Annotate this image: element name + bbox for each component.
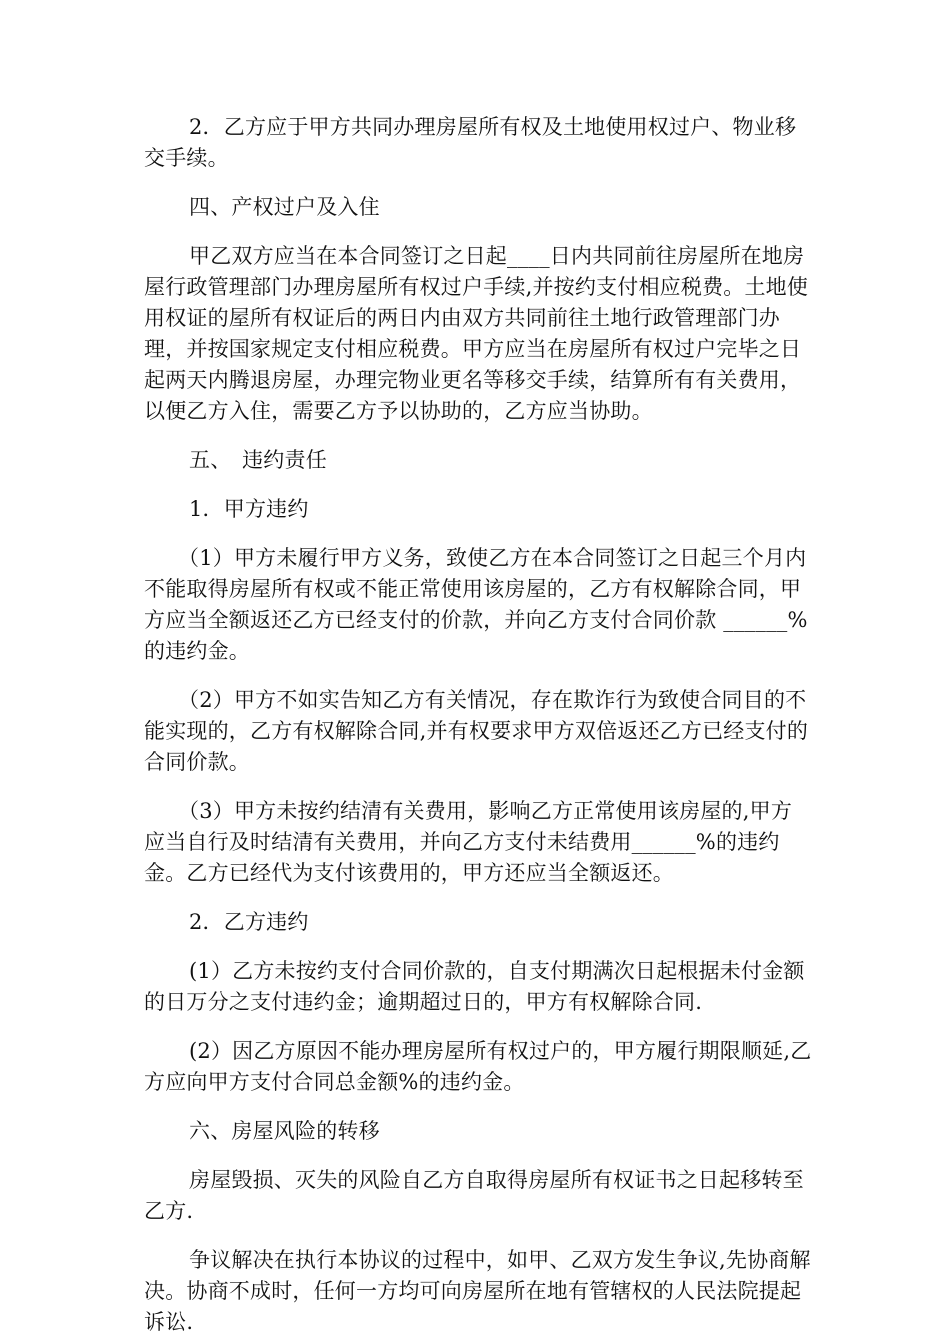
clause-2-transfer-procedures: 2．乙方应于甲方共同办理房屋所有权及土地使用权过户、物业移交手续。 [144,115,797,170]
contract-body [144,112,812,1338]
party-b-breach-item-2: (2）因乙方原因不能办理房屋所有权过户的，甲方履行期限顺延,乙方应向甲方支付合同总金额%的违约金。 [144,1039,812,1094]
party-a-breach-heading: 1．甲方违约 [189,497,309,521]
section-6-body: 房屋毁损、灭失的风险自乙方自取得房屋所有权证书之日起移转至乙方. [144,1168,804,1223]
dispute-resolution-body: 争议解决在执行本协议的过程中，如甲、乙双方发生争议,先协商解决。协商不成时，任何一方均可向房屋所在地有管辖权的人民法院提起诉讼. [144,1248,811,1334]
party-a-breach-item-1: （1）甲方未履行甲方义务，致使乙方在本合同签订之日起三个月内不能取得房屋所有权或不能正常使用该房屋的，乙方有权解除合同，甲方应当全额返还乙方已经支付的价款，并向乙方支付合同价款 ______%的违约金。 [144,546,808,663]
party-a-breach-item-3: （3）甲方未按约结清有关费用，影响乙方正常使用该房屋的,甲方应当自行及时结清有关费用，并向乙方支付未结费用______%的违约金。乙方已经代为支付该费用的，甲方还应当全额返还。 [144,799,793,885]
party-b-breach-item-1: (1）乙方未按约支付合同价款的，自支付期满次日起根据未付金额的日万分之支付违约金；逾期超过日的，甲方有权解除合同. [144,959,805,1014]
section-4-heading: 四、产权过户及入住 [189,195,380,219]
party-b-breach-heading: 2．乙方违约 [189,910,309,934]
section-4-body: 甲乙双方应当在本合同签订之日起____日内共同前往房屋所在地房屋行政管理部门办理房屋所有权过户手续,并按约支付相应税费。土地使用权证的屋所有权证后的两日内由双方共同前往土地行政管理部门办理，并按国家规定支付相应税费。甲方应当在房屋所有权过户完毕之日起两天内腾退房屋，办理完物业更名等移交手续，结算所有有关费用，以便乙方入住，需要乙方予以协助的，乙方应当协助。 [144,244,809,423]
party-a-breach-item-2: （2）甲方不如实告知乙方有关情况，存在欺诈行为致使合同目的不能实现的，乙方有权解除合同,并有权要求甲方双倍返还乙方已经支付的合同价款。 [144,688,809,774]
section-5-heading: 五、 违约责任 [189,448,327,472]
section-6-heading: 六、房屋风险的转移 [189,1119,380,1143]
